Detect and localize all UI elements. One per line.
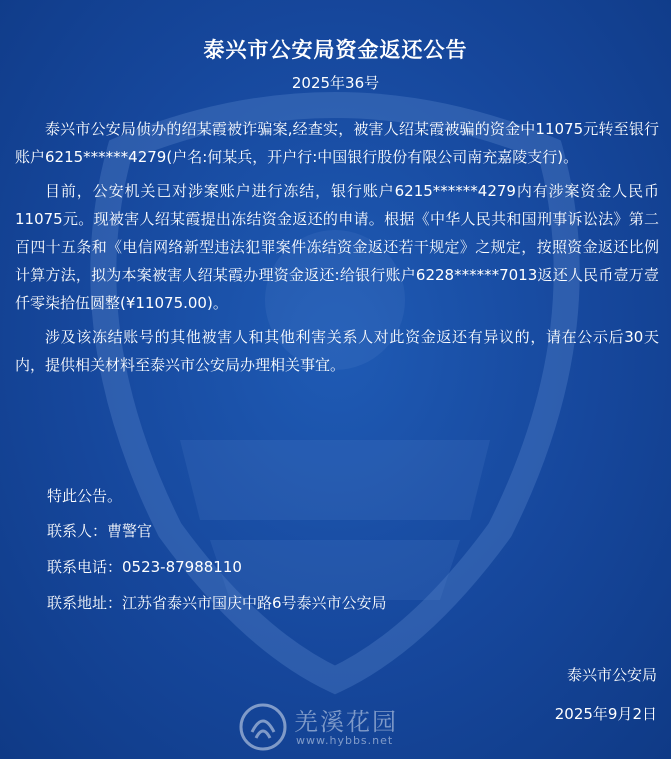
- contact-phone: 联系电话：0523-87988110: [47, 558, 242, 576]
- watermark-url: www.hybbs.net: [296, 734, 394, 747]
- paragraph-objection: 涉及该冻结账号的其他被害人和其他利害关系人对此资金返还有异议的，请在公示后30天内，提供相关材料至泰兴市公安局办理相关事宜。: [15, 328, 659, 374]
- signature: 泰兴市公安局: [566, 666, 657, 684]
- watermark-name: 羌溪花园: [294, 708, 398, 736]
- contact-person: 联系人：曹警官: [47, 522, 153, 540]
- notice-body: [15, 115, 659, 385]
- notice-date: 2025年9月2日: [554, 705, 657, 723]
- contact-address: 联系地址：江苏省泰兴市国庆中路6号泰兴市公安局: [47, 594, 387, 612]
- notice-number: 2025年36号: [291, 74, 380, 92]
- watermark-logo-icon: [238, 702, 288, 752]
- watermark: [236, 700, 456, 756]
- paragraph-freeze: 目前，公安机关已对涉案账户进行冻结，银行账户6215******4279内有涉案资金人民币11075元。现被害人绍某霞提出冻结资金返还的申请。根据《中华人民共和国刑事诉讼法》第二百四十五条和《电信网络新型违法犯罪案件冻结资金返还若干规定》之规定，按照资金返还比例计算方法，拟为本案被害人绍某霞办理资金返还:给银行账户6228******7013返还人民币壹万壹仟零柒拾伍圆整(¥11075.00)。: [15, 182, 659, 312]
- paragraph-case: 泰兴市公安局侦办的绍某霞被诈骗案,经查实，被害人绍某霞被骗的资金中11075元转至银行账户6215******4279(户名:何某兵，开户行:中国银行股份有限公司南充嘉陵支行)。: [15, 120, 659, 166]
- closing-text: 特此公告。: [47, 487, 123, 505]
- notice-title: 泰兴市公安局资金返还公告: [203, 38, 468, 62]
